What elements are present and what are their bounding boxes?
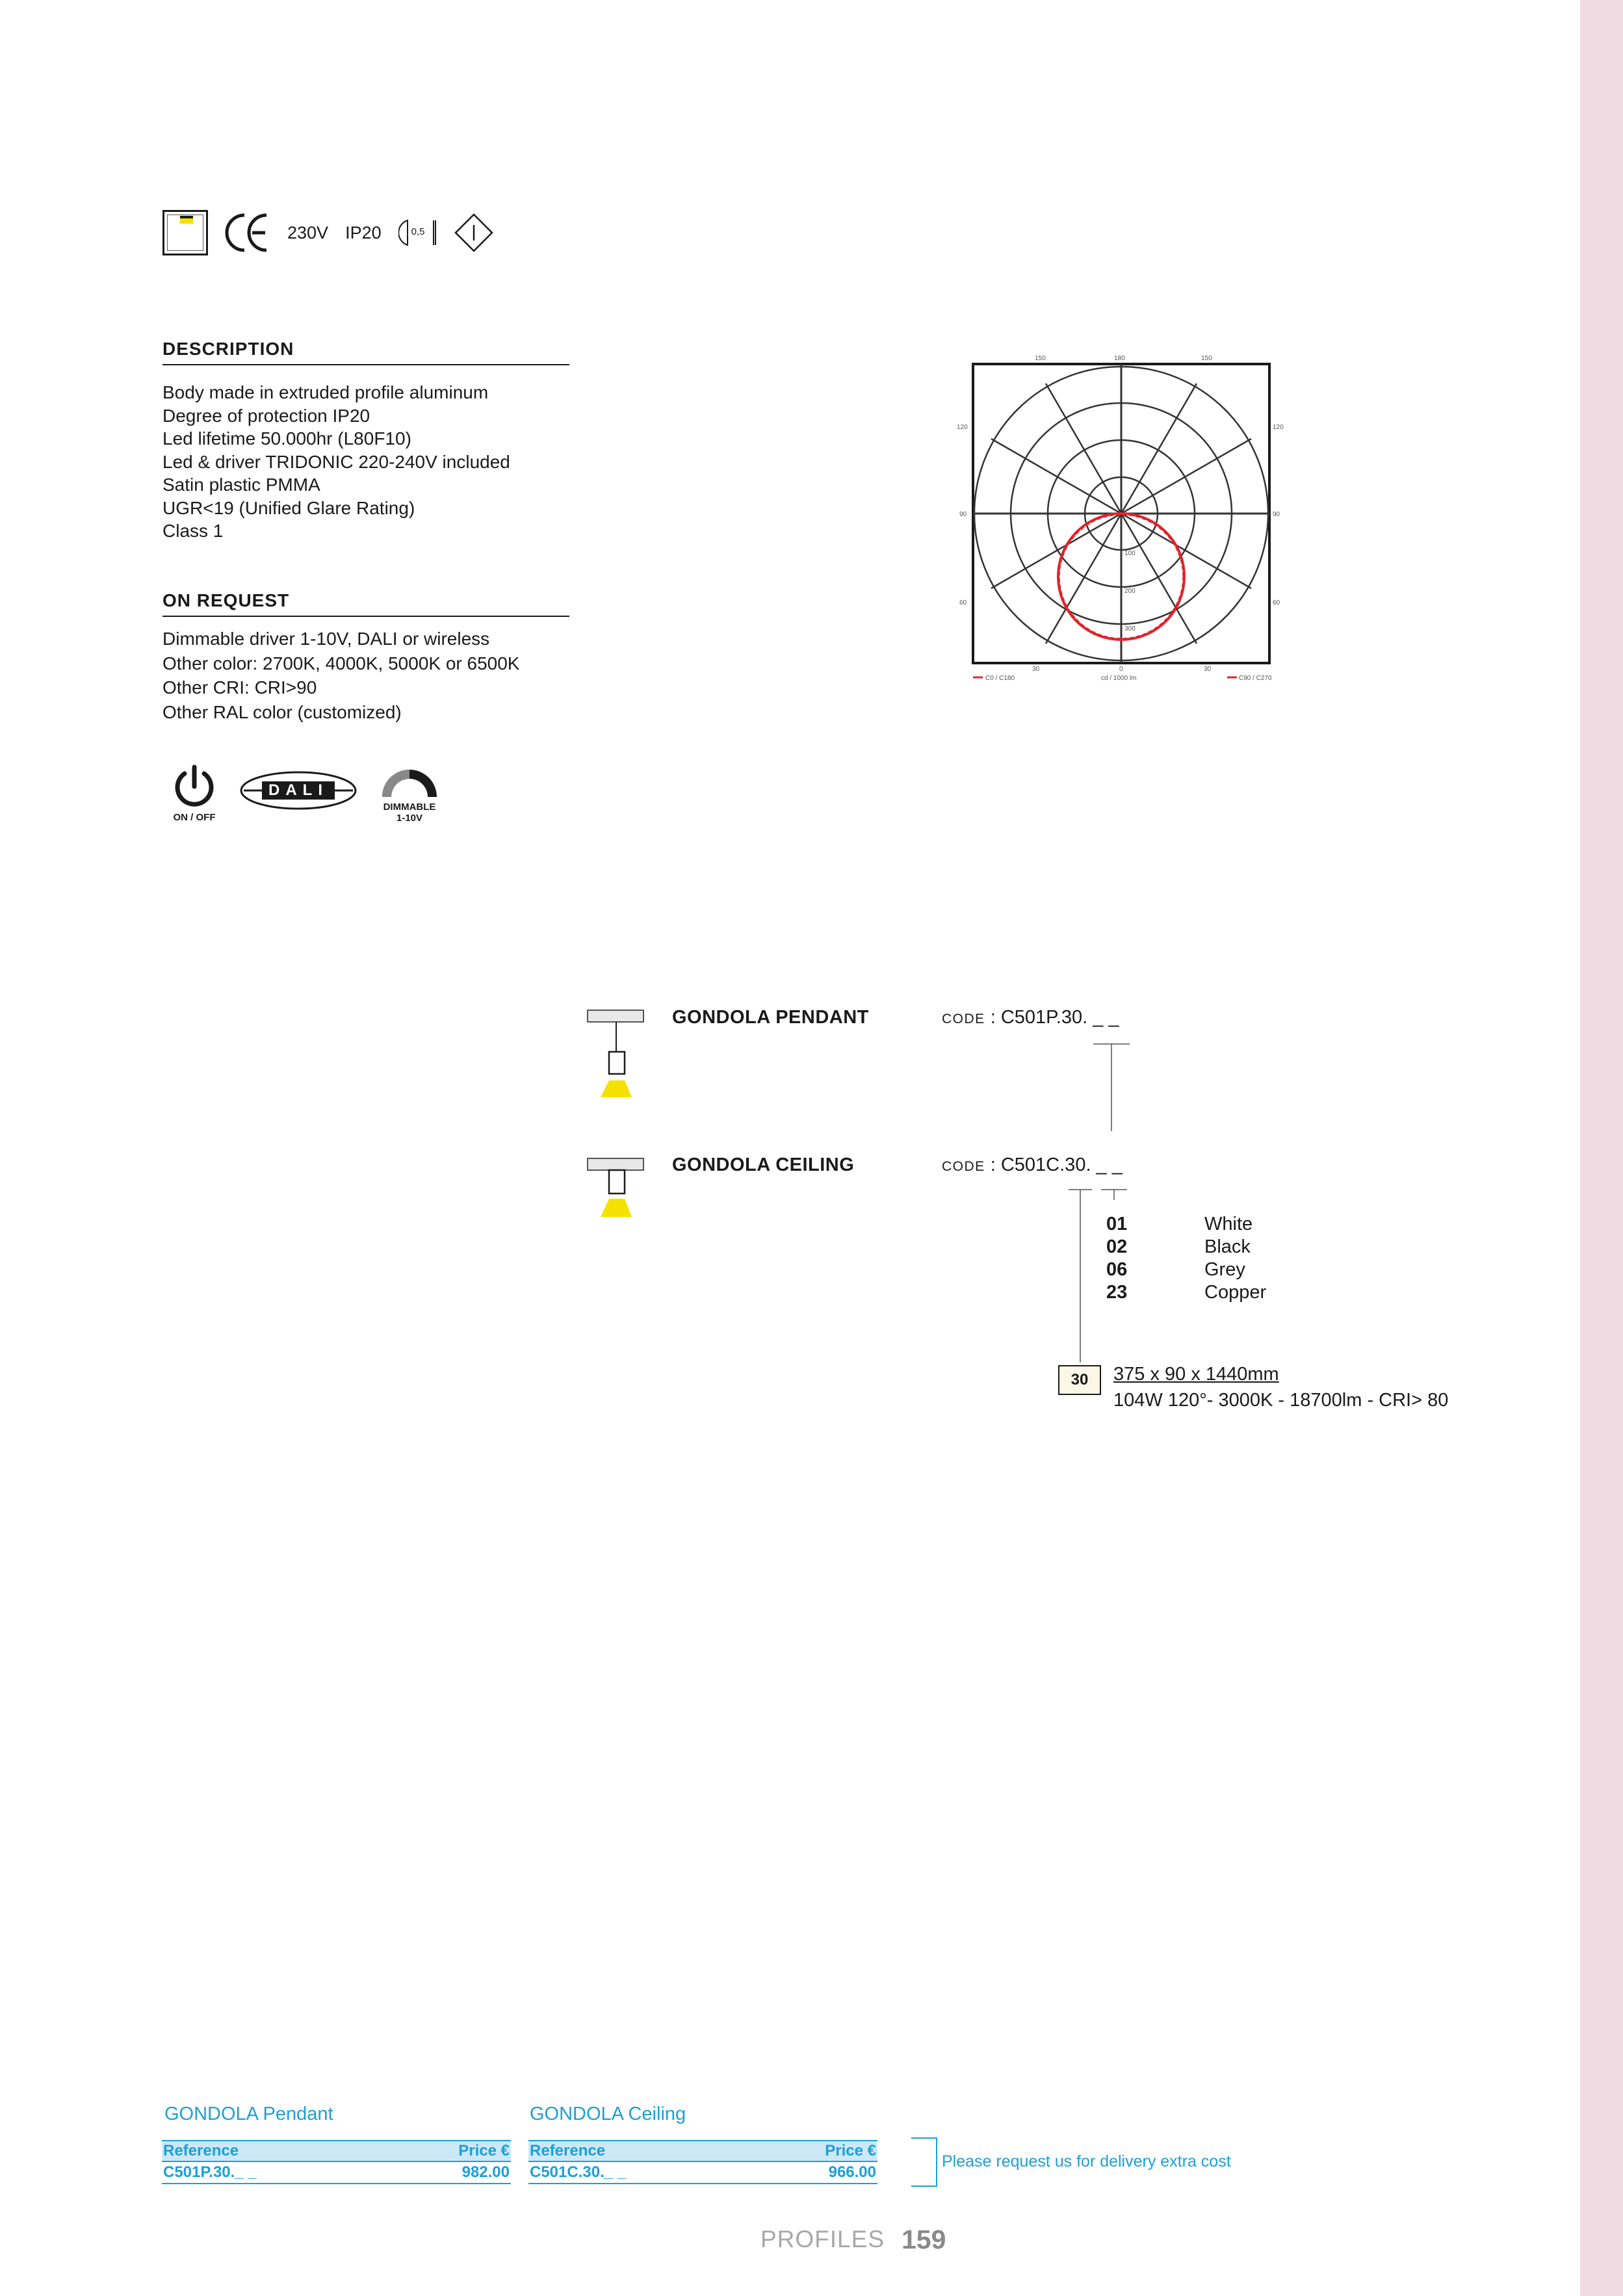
svg-text:90: 90 [959, 511, 967, 518]
svg-text:300: 300 [1124, 625, 1136, 633]
svg-text:30: 30 [1032, 666, 1040, 673]
svg-text:60: 60 [959, 599, 967, 607]
dimmable-control: DIMMABLE 1-10V [373, 764, 446, 824]
description-text: Body made in extruded profile aluminum Degree of protection IP20 Led lifetime 50.000hr (L80F10) Led & driver TRIDONIC 220-240V included Satin plastic PMMA UGR<19 (Unified Glare Rating) Class 1 [162, 382, 510, 541]
svg-text:C90 / C270: C90 / C270 [1239, 675, 1272, 682]
price-table-title-ceiling: GONDOLA Ceiling [530, 2104, 686, 2124]
footer-section-name: PROFILES [760, 2226, 885, 2252]
svg-text:100: 100 [1124, 550, 1136, 557]
color-option: 23 Copper [1106, 1282, 1267, 1303]
product-name-pendant: GONDOLA PENDANT [672, 1007, 869, 1028]
table-row: C501P.30._ _ 982.00 [162, 2162, 511, 2184]
certifications-row [162, 209, 493, 256]
dali-control: DALI [239, 770, 358, 811]
on-request-rule [162, 616, 569, 617]
svg-text:cd / 1000 lm: cd / 1000 lm [1101, 675, 1137, 682]
size-dimensions: 375 x 90 x 1440mm [1113, 1364, 1279, 1385]
product-name-ceiling: GONDOLA CEILING [672, 1155, 855, 1175]
delivery-note-bracket [911, 2137, 937, 2187]
price-table-title-pendant: GONDOLA Pendant [164, 2104, 333, 2124]
color-option: 06 Grey [1106, 1259, 1245, 1280]
svg-text:200: 200 [1124, 588, 1136, 595]
price-table-header: Reference Price € [162, 2140, 511, 2162]
on-request-title: ON REQUEST [162, 590, 290, 610]
photometric-diagram [949, 351, 1287, 689]
description-rule [162, 364, 569, 365]
class-diamond-icon [454, 213, 493, 252]
pendant-lamp-icon [586, 1009, 646, 1100]
color-option: 01 White [1106, 1214, 1253, 1234]
svg-text:150: 150 [1201, 355, 1212, 362]
page-number: 159 [902, 2224, 946, 2254]
delivery-note: Please request us for delivery extra cost [942, 2152, 1231, 2171]
table-row: C501C.30._ _ 966.00 [528, 2162, 877, 2184]
page-edge-strip [1580, 0, 1623, 2296]
color-option: 02 Black [1106, 1236, 1251, 1257]
svg-text:180: 180 [1114, 355, 1125, 362]
svg-text:0: 0 [1119, 666, 1123, 673]
svg-text:150: 150 [1035, 355, 1046, 362]
ceiling-lamp-icon [586, 1157, 646, 1222]
svg-text:C0 / C180: C0 / C180 [985, 675, 1015, 682]
svg-text:30: 30 [1204, 666, 1212, 673]
distance-icon: 0,5 [398, 218, 437, 248]
power-icon [165, 764, 224, 809]
product-code-pendant: CODE : C501P.30. _ _ [942, 1007, 1119, 1028]
color-options [1106, 1213, 1266, 1304]
onoff-control: ON / OFF [165, 764, 224, 823]
ip-rating-label: IP20 [345, 222, 382, 242]
code-connector-lines [1066, 1037, 1131, 1376]
voltage-label: 230V [287, 222, 329, 242]
svg-text:90: 90 [1273, 511, 1280, 518]
on-request-text: Dimmable driver 1-10V, DALI or wireless Other color: 2700K, 4000K, 5000K or 6500K Other CRI: CRI>90 Other RAL color (customized) [162, 629, 520, 722]
ce-mark-icon [225, 211, 270, 254]
svg-text:120: 120 [1273, 424, 1284, 431]
size-code-box: 30 [1058, 1365, 1101, 1395]
product-code-ceiling: CODE : C501C.30. _ _ [942, 1155, 1123, 1175]
size-spec: 104W 120°- 3000K - 18700lm - CRI> 80 [1113, 1390, 1449, 1411]
svg-text:120: 120 [957, 424, 968, 431]
price-table-ceiling [528, 2140, 877, 2184]
svg-text:60: 60 [1273, 599, 1280, 607]
price-table-pendant [162, 2140, 511, 2184]
description-title: DESCRIPTION [162, 339, 294, 359]
price-table-header: Reference Price € [528, 2140, 877, 2162]
dimmable-arc-icon [373, 764, 446, 798]
product-thumbnail-icon [162, 210, 208, 255]
